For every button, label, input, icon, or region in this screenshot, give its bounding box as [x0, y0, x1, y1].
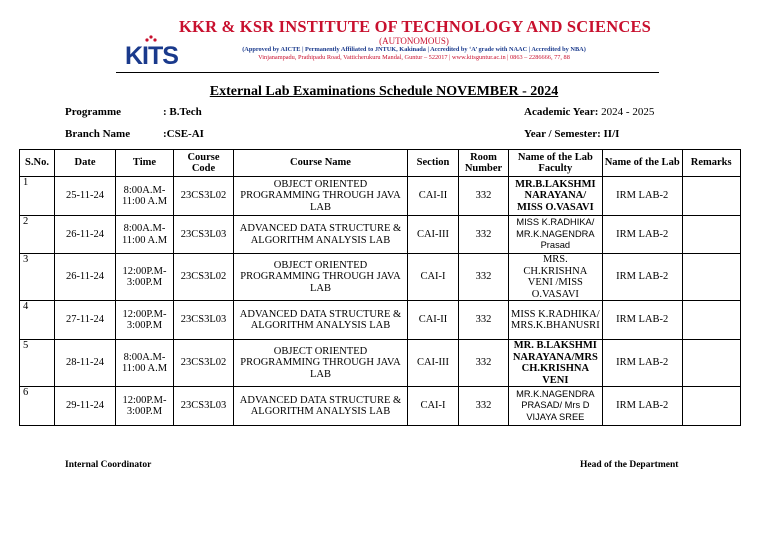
course-code-cell: 23CS3L03: [174, 216, 234, 254]
document-title: External Lab Examinations Schedule NOVEMBER - 2024: [209, 84, 559, 99]
header-cell: Course Name: [234, 150, 408, 177]
remarks-cell: [682, 340, 740, 387]
lab-cell: IRM LAB-2: [602, 340, 682, 387]
header-cell: Section: [408, 150, 459, 177]
course-code-cell: 23CS3L03: [174, 387, 234, 426]
branch-value: :CSE-AI: [163, 128, 204, 140]
time-cell: 8:00A.M-11:00 A.M: [116, 340, 174, 387]
remarks-cell: [682, 254, 740, 301]
time-cell: 12:00P.M-3:00P.M: [116, 254, 174, 301]
faculty-cell: MR.B.LAKSHMI NARAYANA/ MISS O.VASAVI: [509, 177, 603, 216]
header-cell: Name of the Lab: [602, 150, 682, 177]
branch-label: Branch Name: [65, 128, 131, 140]
time-cell: 12:00P.M-3:00P.M: [116, 301, 174, 340]
logo-text: KITS: [125, 42, 178, 70]
header-cell: Time: [116, 150, 174, 177]
course-name-cell: ADVANCED DATA STRUCTURE & ALGORITHM ANALYSIS LAB: [234, 216, 408, 254]
year-semester: Year / Semester: II/I: [524, 128, 620, 140]
room-cell: 332: [459, 301, 509, 340]
room-cell: 332: [459, 177, 509, 216]
table-row: [20, 301, 741, 340]
course-code-cell: 23CS3L03: [174, 301, 234, 340]
date-cell: 27-11-24: [55, 301, 116, 340]
section-cell: CAI-III: [408, 340, 459, 387]
header-cell: S.No.: [20, 150, 55, 177]
course-name-cell: ADVANCED DATA STRUCTURE & ALGORITHM ANALYSIS LAB: [234, 387, 408, 426]
autonomous-label: (AUTONOMOUS): [379, 36, 449, 46]
course-name-cell: OBJECT ORIENTED PROGRAMMING THROUGH JAVA LAB: [234, 177, 408, 216]
section-cell: CAI-III: [408, 216, 459, 254]
schedule-table: [19, 149, 741, 426]
remarks-cell: [682, 216, 740, 254]
table-row: [20, 216, 741, 254]
table-row: [20, 254, 741, 301]
approval-line: (Approved by AICTE | Permanently Affiliated to JNTUK, Kakinada | Accredited by ‘A’ grade with NAAC | Accredited by NBA): [242, 46, 586, 53]
sno-cell: 1: [20, 177, 55, 216]
faculty-cell: MISS K.RADHIKA/ MRS.K.BHANUSRI: [509, 301, 603, 340]
course-name-cell: OBJECT ORIENTED PROGRAMMING THROUGH JAVA LAB: [234, 254, 408, 301]
section-cell: CAI-I: [408, 254, 459, 301]
kits-logo: [123, 28, 183, 68]
room-cell: 332: [459, 387, 509, 426]
time-cell: 12:00P.M-3:00P.M: [116, 387, 174, 426]
lab-cell: IRM LAB-2: [602, 254, 682, 301]
institute-name: KKR & KSR INSTITUTE OF TECHNOLOGY AND SCIENCES: [179, 17, 652, 36]
section-cell: CAI-II: [408, 177, 459, 216]
lab-cell: IRM LAB-2: [602, 177, 682, 216]
table-row: [20, 340, 741, 387]
room-cell: 332: [459, 340, 509, 387]
header-cell: Name of the Lab Faculty: [509, 150, 603, 177]
sno-cell: 4: [20, 301, 55, 340]
section-cell: CAI-I: [408, 387, 459, 426]
date-cell: 28-11-24: [55, 340, 116, 387]
date-cell: 26-11-24: [55, 216, 116, 254]
header-cell: Remarks: [682, 150, 740, 177]
table-header-row: [20, 150, 741, 177]
table-row: [20, 387, 741, 426]
lab-cell: IRM LAB-2: [602, 301, 682, 340]
course-name-cell: OBJECT ORIENTED PROGRAMMING THROUGH JAVA LAB: [234, 340, 408, 387]
institute-header: [115, 14, 660, 74]
course-code-cell: 23CS3L02: [174, 177, 234, 216]
course-code-cell: 23CS3L02: [174, 340, 234, 387]
faculty-cell: MR.K.NAGENDRA PRASAD/ Mrs D VIJAYA SREE: [509, 387, 603, 426]
date-cell: 29-11-24: [55, 387, 116, 426]
sno-cell: 6: [20, 387, 55, 426]
time-cell: 8:00A.M-11:00 A.M: [116, 177, 174, 216]
academic-year-value: 2024 - 2025: [601, 106, 655, 118]
header-cell: Date: [55, 150, 116, 177]
course-name-cell: ADVANCED DATA STRUCTURE & ALGORITHM ANALYSIS LAB: [234, 301, 408, 340]
remarks-cell: [682, 301, 740, 340]
header-divider: [116, 72, 659, 73]
date-cell: 26-11-24: [55, 254, 116, 301]
internal-coordinator-signature: Internal Coordinator: [65, 460, 152, 470]
remarks-cell: [682, 177, 740, 216]
header-cell: Room Number: [459, 150, 509, 177]
room-cell: 332: [459, 254, 509, 301]
lab-cell: IRM LAB-2: [602, 387, 682, 426]
date-cell: 25-11-24: [55, 177, 116, 216]
sno-cell: 5: [20, 340, 55, 387]
academic-year-label: Academic Year:: [524, 106, 599, 118]
faculty-cell: MRS. CH.KRISHNA VENI /MISS O.VASAVI: [509, 254, 603, 301]
academic-year: [524, 106, 654, 118]
remarks-cell: [682, 387, 740, 426]
faculty-cell: MISS K.RADHIKA/ MR.K.NAGENDRA Prasad: [509, 216, 603, 254]
header-cell: Course Code: [174, 150, 234, 177]
faculty-cell: MR. B.LAKSHMI NARAYANA/MRS CH.KRISHNA VENI: [509, 340, 603, 387]
room-cell: 332: [459, 216, 509, 254]
sno-cell: 2: [20, 216, 55, 254]
address-line: Vinjanampadu, Prathipadu Road, Vatticherukuru Mandal, Guntur – 522017 | www.kitsguntur.ac.in | 0863 – 2286666, 77, 88: [258, 54, 570, 61]
lab-cell: IRM LAB-2: [602, 216, 682, 254]
sno-cell: 3: [20, 254, 55, 301]
table-row: [20, 177, 741, 216]
time-cell: 8:00A.M-11:00 A.M: [116, 216, 174, 254]
section-cell: CAI-II: [408, 301, 459, 340]
programme-value: : B.Tech: [163, 106, 202, 118]
programme-label: Programme: [65, 106, 121, 118]
hod-signature: Head of the Department: [580, 460, 679, 470]
course-code-cell: 23CS3L02: [174, 254, 234, 301]
